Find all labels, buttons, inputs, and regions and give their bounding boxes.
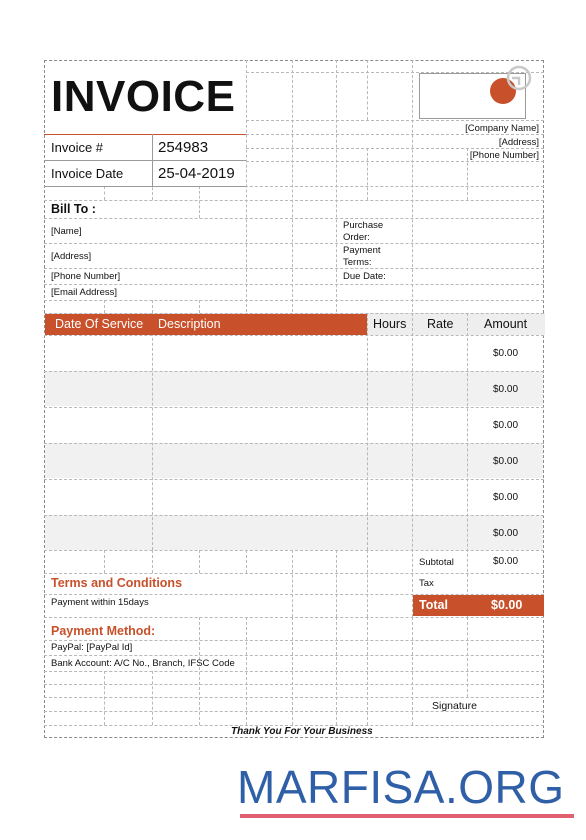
- header-amount: Amount: [484, 317, 528, 331]
- total-value: $0.00: [491, 598, 523, 612]
- line-amount: $0.00: [493, 348, 519, 359]
- payment-bank: Bank Account: A/C No., Branch, IFSC Code: [51, 658, 235, 669]
- total-label: Total: [419, 598, 448, 612]
- line-amount: $0.00: [493, 384, 519, 395]
- terms-label-2: Terms:: [343, 257, 372, 268]
- shaded-row: [45, 371, 543, 406]
- line-amount: $0.00: [493, 420, 519, 431]
- line-amount: $0.00: [493, 492, 519, 503]
- terms-label-1: Payment: [343, 245, 381, 256]
- watermark-underline: [240, 814, 574, 818]
- header-hours: Hours: [373, 317, 407, 331]
- thank-you-note: Thank You For Your Business: [231, 726, 373, 737]
- company-address: [Address]: [498, 137, 539, 148]
- terms-text: Payment within 15days: [51, 597, 149, 608]
- header-description: Description: [158, 317, 221, 331]
- invoice-number: 254983: [158, 139, 209, 156]
- header-date-of-service: Date Of Service: [55, 317, 144, 331]
- subtotal-label: Subtotal: [419, 557, 454, 568]
- shaded-row: [45, 443, 543, 478]
- invoice-number-label: Invoice #: [51, 140, 104, 155]
- line-amount: $0.00: [493, 528, 519, 539]
- logo-icon: [488, 64, 536, 106]
- subtotal-value: $0.00: [493, 556, 519, 567]
- signature-label: Signature: [432, 700, 477, 712]
- company-phone: [Phone Number]: [469, 150, 539, 161]
- bill-to-address: [Address]: [51, 251, 92, 262]
- bill-to-email: [Email Address]: [51, 287, 117, 298]
- watermark-text: MARFISA.ORG: [237, 761, 565, 813]
- po-label-2: Order:: [343, 232, 370, 243]
- tax-label: Tax: [419, 578, 434, 589]
- invoice-title: INVOICE: [51, 72, 236, 121]
- invoice-date: 25-04-2019: [158, 165, 235, 182]
- bill-to-phone: [Phone Number]: [51, 271, 121, 282]
- terms-heading: Terms and Conditions: [51, 576, 183, 590]
- invoice-date-label: Invoice Date: [51, 166, 124, 181]
- line-amount: $0.00: [493, 456, 519, 467]
- header-rate: Rate: [427, 317, 454, 331]
- due-date-label: Due Date:: [343, 271, 386, 282]
- company-name: [Company Name]: [465, 123, 539, 134]
- payment-heading: Payment Method:: [51, 624, 156, 638]
- payment-paypal: PayPal: [PayPal Id]: [51, 642, 133, 653]
- po-label-1: Purchase: [343, 220, 384, 231]
- bill-to-name: [Name]: [51, 226, 82, 237]
- shaded-row: [45, 515, 543, 550]
- bill-to-label: Bill To :: [51, 202, 96, 216]
